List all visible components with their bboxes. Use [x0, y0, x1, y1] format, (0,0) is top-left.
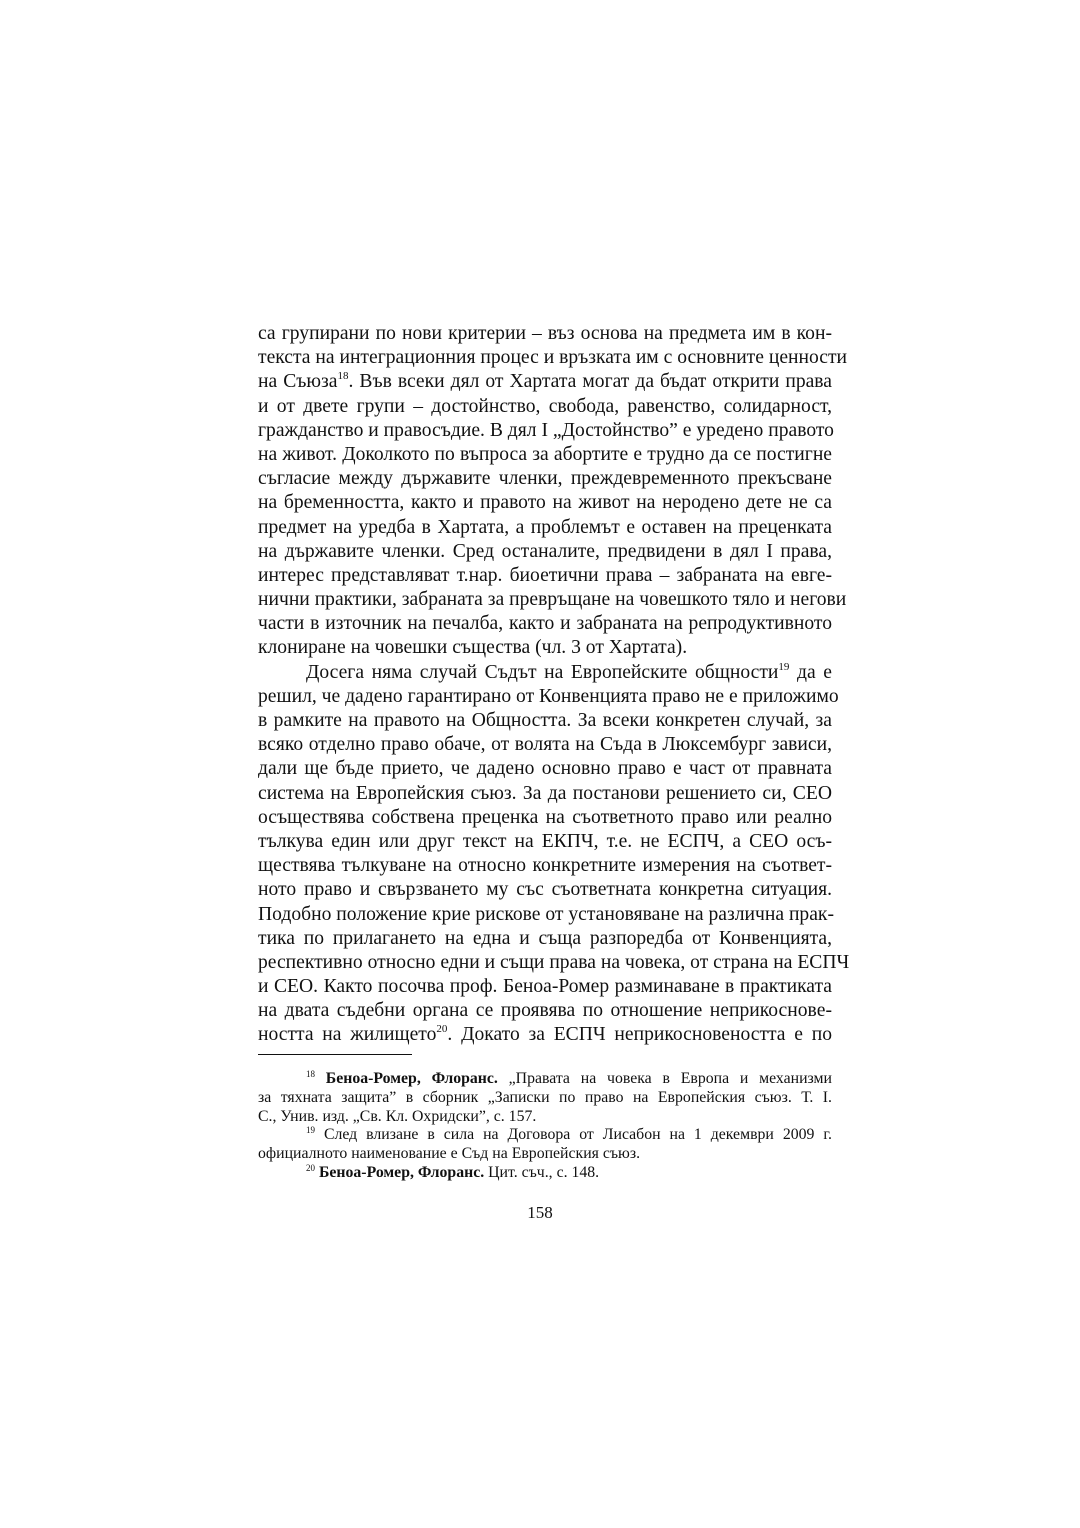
text-line: ществява тълкуване на относно конкретните измерения на съответ-	[258, 855, 832, 877]
footnote-ref-18[interactable]: 18	[337, 370, 349, 383]
text-line: на двата съдебни органа се проявява по отношение неприкосновe-	[258, 1000, 832, 1022]
text-line: на бременността, както и правото на живот на нероденo дете не са	[258, 492, 832, 514]
text-line: на живот. Доколкото по въпроса за абортите е трудно да се постигне	[258, 443, 832, 465]
text-line: в рамките на правото на Общността. За всеки конкретен случай, за	[258, 710, 832, 731]
footnote-20: $^{20}$ Беноа-Ромер, Флоранс. Цит. съч., с. 148.	[306, 1162, 600, 1181]
text-line: съгласие между държавите членки, преждевременното прекъсване	[258, 468, 832, 490]
footnote-line: за тяхната защита” в сборник „Записки по право на Европейския съюз. Т. I.	[258, 1088, 832, 1106]
footnote-line: официалното наименование е Съд на Европейския съюз.	[258, 1145, 641, 1163]
text-line: ността на жилището$^{20}$. Докато за ЕСПЧ неприкосновеността е по	[258, 1023, 833, 1046]
footnote-ref-19[interactable]: 19	[778, 660, 790, 673]
text-line: са групирани по нови критерии – въз основа на предмета им в кон-	[258, 323, 832, 344]
text-line: гражданство и правосъдие. В дял I „Достойнство” е уредено правото	[258, 419, 834, 441]
text-line: тика по прилагането на една и съща разпоредба от Конвенцията,	[258, 927, 832, 949]
text-line: респективно относно едни и същи права на човека, от страна на ЕСПЧ	[258, 951, 850, 973]
footnote-separator	[258, 1054, 412, 1055]
footnotes	[258, 1070, 832, 1183]
text-line: всяко отделно право обаче, от волята на Съда в Люксембург зависи,	[258, 734, 832, 756]
main-text	[258, 322, 850, 1048]
text-line: предмет на уредба в Хартата, а проблемът е оставен на преценката	[258, 516, 832, 538]
footnote-18: $^{18}$ Беноа-Ромер, Флоранс. „Правата на човека в Европа и механизми	[306, 1069, 832, 1087]
text-line: нични практики, забраната за превръщане на човешкото тяло и негови	[258, 589, 847, 611]
text-line: части в източник на печалба, както и забраната на репродуктивното	[258, 613, 832, 635]
text-line: Досега няма случай Съдът на Европейските общности$^{19}$ да е	[306, 660, 832, 683]
footnote-19: $^{19}$ След влизане в сила на Договора от Лисабон на 1 декември 2009 г.	[306, 1125, 832, 1144]
text-line: Подобно положение крие рискове от установяване на различна прак-	[258, 903, 834, 925]
page-number: 158	[527, 1203, 553, 1222]
text-line: система на Европейския съюз. За да постанови решението си, СЕО	[258, 782, 832, 804]
text-line: текста на интеграционния процес и връзката им с основните ценности	[258, 347, 848, 369]
text-line: осъществява собствена преценка на съответното право или реално	[258, 806, 832, 828]
text-line: клониране на човешки същества (чл. 3 от Хартата).	[258, 637, 688, 659]
text-line: дали ще бъде прието, че дадено основно право е част от правната	[258, 758, 832, 780]
text-line: и СЕО. Както посочва проф. Беноа-Ромер разминаване в практиката	[258, 976, 832, 998]
text-line: решил, че дадено гарантирано от Конвенцията право не е приложимо	[258, 685, 839, 707]
text-line: и от двете групи – достойнство, свобода, равенство, солидарност,	[258, 395, 832, 417]
footnote-line: С., Унив. изд. „Св. Кл. Охридски”, с. 157.	[258, 1107, 537, 1125]
text-line: на Съюза$^{18}$. Във всеки дял от Хартата могат да бъдат открити права	[258, 370, 832, 393]
text-line: на държавите членки. Сред останалите, предвидени в дял I права,	[258, 540, 832, 562]
text-line: тълкува един или друг текст на ЕКПЧ, т.е. не ЕСПЧ, а СЕО осъ-	[258, 830, 832, 852]
text-line: ното право и свързването му със съответната конкретна ситуация.	[258, 879, 832, 901]
footnote-ref-20[interactable]: 20	[436, 1023, 448, 1036]
text-line: интерес представляват т.нар. биоетични права – забраната на евге-	[258, 564, 832, 586]
